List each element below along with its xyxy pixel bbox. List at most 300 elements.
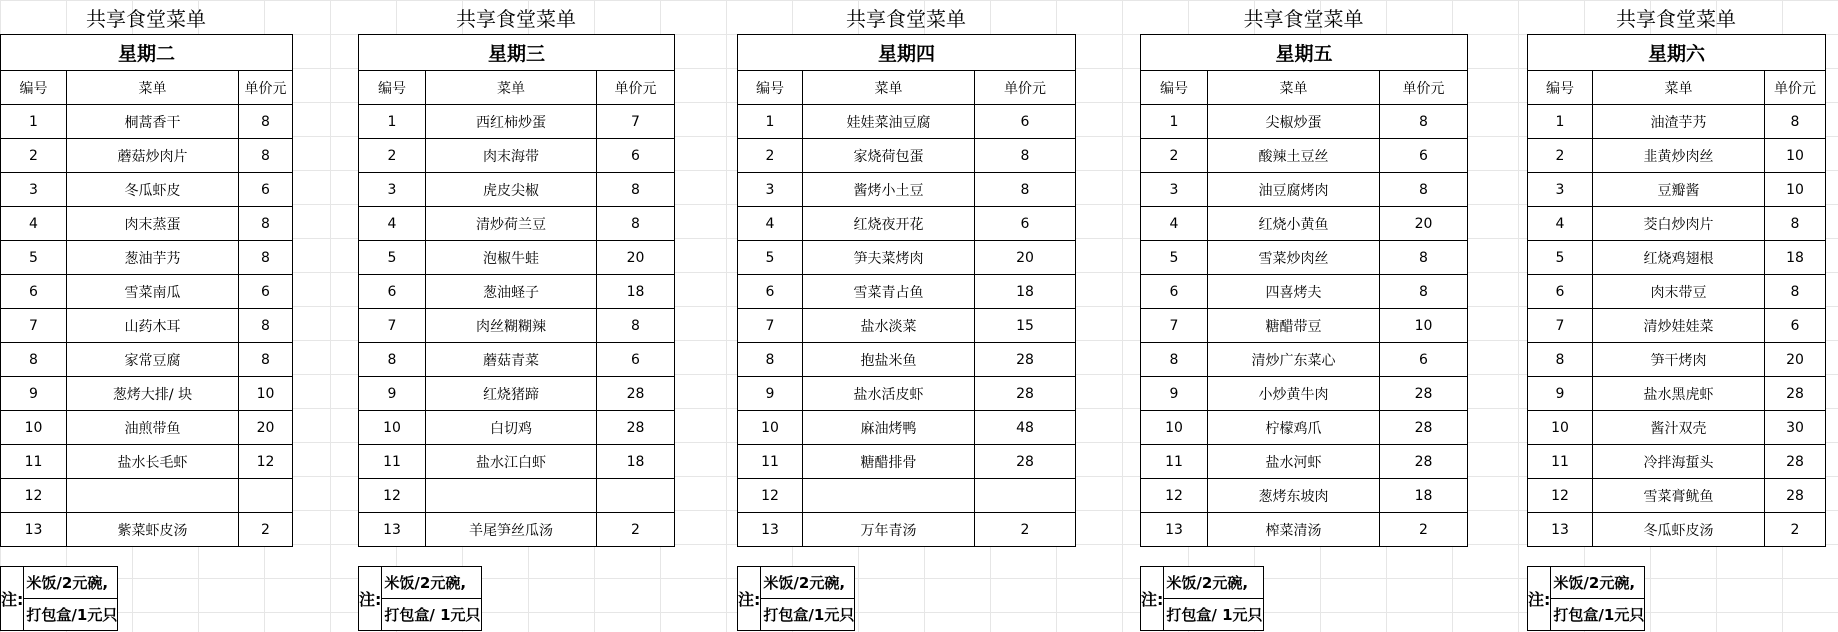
price-cell[interactable]: 30 [1765, 411, 1826, 445]
item-number-cell[interactable]: 7 [1141, 309, 1208, 343]
dish-name-cell[interactable]: 盐水江白虾 [426, 445, 597, 479]
menu-table [358, 34, 675, 547]
item-number-cell[interactable]: 12 [738, 479, 803, 513]
menu-row [1528, 241, 1826, 275]
dish-name-cell[interactable]: 盐水淡菜 [803, 309, 975, 343]
price-cell[interactable]: 15 [975, 309, 1076, 343]
price-cell[interactable]: 18 [975, 275, 1076, 309]
dish-name-cell[interactable]: 小炒黄牛肉 [1208, 377, 1380, 411]
weekday-cell[interactable]: 星期四 [738, 35, 1076, 71]
dish-name-cell[interactable]: 葱烤东坡肉 [1208, 479, 1380, 513]
note-rice-cell[interactable]: 米饭/2元碗, [1551, 567, 1645, 599]
dish-name-cell[interactable]: 家常豆腐 [67, 343, 239, 377]
dish-name-cell[interactable]: 雪菜南瓜 [67, 275, 239, 309]
item-number-cell[interactable]: 4 [1528, 207, 1593, 241]
header-row [1141, 71, 1468, 105]
note-label-cell[interactable]: 注: [1, 567, 24, 631]
dish-name-cell[interactable]: 羊尾笋丝瓜汤 [426, 513, 597, 547]
dish-name-cell[interactable]: 雪菜膏鱿鱼 [1593, 479, 1765, 513]
price-cell[interactable]: 28 [597, 377, 675, 411]
note-table [0, 566, 118, 631]
number-header-cell[interactable]: 编号 [359, 71, 426, 105]
dish-name-cell[interactable]: 冬瓜虾皮 [67, 173, 239, 207]
menu-row [1, 241, 293, 275]
menu-row [1528, 105, 1826, 139]
dish-name-cell[interactable]: 抱盐米鱼 [803, 343, 975, 377]
dish-header-cell[interactable]: 菜单 [803, 71, 975, 105]
item-number-cell[interactable]: 7 [1, 309, 67, 343]
header-row [1528, 71, 1826, 105]
item-number-cell[interactable]: 13 [1528, 513, 1593, 547]
dish-name-cell[interactable]: 麻油烤鸭 [803, 411, 975, 445]
weekday-cell[interactable]: 星期三 [359, 35, 675, 71]
menu-row [359, 309, 675, 343]
item-number-cell[interactable]: 4 [359, 207, 426, 241]
price-cell[interactable]: 8 [597, 207, 675, 241]
price-cell[interactable]: 6 [597, 343, 675, 377]
note-row [1141, 567, 1264, 599]
item-number-cell[interactable]: 5 [1, 241, 67, 275]
note-row [359, 567, 482, 599]
price-cell[interactable]: 2 [1380, 513, 1468, 547]
price-cell[interactable]: 8 [1380, 173, 1468, 207]
item-number-cell[interactable]: 8 [1528, 343, 1593, 377]
dish-header-cell[interactable]: 菜单 [1593, 71, 1765, 105]
price-cell[interactable]: 28 [975, 377, 1076, 411]
menu-row [1, 207, 293, 241]
price-cell[interactable]: 8 [975, 139, 1076, 173]
price-cell[interactable]: 8 [1765, 275, 1826, 309]
note-rice-cell[interactable]: 米饭/2元碗, [382, 567, 481, 599]
menu-row [1141, 513, 1468, 547]
price-cell[interactable]: 6 [1380, 343, 1468, 377]
dish-name-cell[interactable]: 糖醋排骨 [803, 445, 975, 479]
dish-name-cell[interactable]: 蘑菇炒肉片 [67, 139, 239, 173]
weekday-row [359, 35, 675, 71]
dish-name-cell[interactable]: 笋夫菜烤肉 [803, 241, 975, 275]
price-cell[interactable]: 2 [239, 513, 293, 547]
item-number-cell[interactable]: 11 [1, 445, 67, 479]
menu-row [359, 105, 675, 139]
price-cell[interactable]: 8 [597, 173, 675, 207]
note-rice-cell[interactable]: 米饭/2元碗, [24, 567, 118, 599]
price-cell[interactable]: 6 [975, 207, 1076, 241]
price-header-cell[interactable]: 单价元 [1765, 71, 1826, 105]
menu-row [359, 207, 675, 241]
menu-row [738, 105, 1076, 139]
number-header-cell[interactable]: 编号 [1528, 71, 1593, 105]
item-number-cell[interactable]: 1 [359, 105, 426, 139]
menu-row [359, 139, 675, 173]
item-number-cell[interactable]: 2 [1528, 139, 1593, 173]
menu-row [1, 513, 293, 547]
dish-name-cell[interactable]: 红烧小黄鱼 [1208, 207, 1380, 241]
price-cell[interactable]: 6 [597, 139, 675, 173]
item-number-cell[interactable]: 1 [1, 105, 67, 139]
menu-row [1141, 343, 1468, 377]
dish-name-cell[interactable] [803, 479, 975, 513]
note-row [1, 567, 118, 599]
price-header-cell[interactable]: 单价元 [1380, 71, 1468, 105]
item-number-cell[interactable]: 11 [1141, 445, 1208, 479]
dish-name-cell[interactable] [67, 479, 239, 513]
item-number-cell[interactable]: 5 [738, 241, 803, 275]
menu-row [1141, 309, 1468, 343]
item-number-cell[interactable]: 5 [1528, 241, 1593, 275]
dish-name-cell[interactable]: 白切鸡 [426, 411, 597, 445]
item-number-cell[interactable]: 13 [738, 513, 803, 547]
menu-row [1528, 513, 1826, 547]
item-number-cell[interactable]: 12 [1, 479, 67, 513]
item-number-cell[interactable]: 11 [738, 445, 803, 479]
note-label-cell[interactable]: 注: [1141, 567, 1164, 631]
price-cell[interactable]: 10 [1765, 173, 1826, 207]
note-label-cell[interactable]: 注: [738, 567, 761, 631]
menu-row [1, 411, 293, 445]
price-cell[interactable]: 8 [1765, 105, 1826, 139]
dish-name-cell[interactable]: 葱烤大排/ 块 [67, 377, 239, 411]
item-number-cell[interactable]: 6 [738, 275, 803, 309]
menu-table [0, 34, 293, 547]
item-number-cell[interactable]: 8 [1, 343, 67, 377]
menu-title: 共享食堂菜单 [86, 7, 206, 31]
price-cell[interactable]: 18 [1380, 479, 1468, 513]
dish-name-cell[interactable]: 韭黄炒肉丝 [1593, 139, 1765, 173]
price-header-cell[interactable]: 单价元 [239, 71, 293, 105]
note-rice-cell[interactable]: 米饭/2元碗, [1164, 567, 1263, 599]
price-cell[interactable]: 8 [1380, 241, 1468, 275]
menu-row [738, 479, 1076, 513]
dish-name-cell[interactable]: 虎皮尖椒 [426, 173, 597, 207]
price-cell[interactable]: 10 [239, 377, 293, 411]
item-number-cell[interactable]: 9 [738, 377, 803, 411]
menu-row [1, 479, 293, 513]
dish-name-cell[interactable]: 紫菜虾皮汤 [67, 513, 239, 547]
item-number-cell[interactable]: 3 [738, 173, 803, 207]
dish-name-cell[interactable]: 酸辣土豆丝 [1208, 139, 1380, 173]
menu-row [1528, 173, 1826, 207]
price-cell[interactable]: 28 [597, 411, 675, 445]
dish-name-cell[interactable]: 茭白炒肉片 [1593, 207, 1765, 241]
price-cell[interactable]: 28 [1380, 377, 1468, 411]
item-number-cell[interactable]: 13 [359, 513, 426, 547]
price-cell[interactable]: 8 [1380, 105, 1468, 139]
menu-row [1141, 241, 1468, 275]
price-cell[interactable]: 8 [239, 105, 293, 139]
note-table [1527, 566, 1645, 631]
dish-name-cell[interactable]: 尖椒炒蛋 [1208, 105, 1380, 139]
price-cell[interactable]: 28 [975, 343, 1076, 377]
dish-name-cell[interactable]: 桐蒿香干 [67, 105, 239, 139]
menu-row [1528, 445, 1826, 479]
price-cell[interactable]: 10 [1765, 139, 1826, 173]
price-cell[interactable]: 18 [597, 275, 675, 309]
price-cell[interactable]: 6 [975, 105, 1076, 139]
dish-name-cell[interactable]: 家烧荷包蛋 [803, 139, 975, 173]
menu-row [738, 139, 1076, 173]
price-header-cell[interactable]: 单价元 [975, 71, 1076, 105]
dish-name-cell[interactable]: 盐水长毛虾 [67, 445, 239, 479]
item-number-cell[interactable]: 9 [1528, 377, 1593, 411]
weekday-row [1528, 35, 1826, 71]
item-number-cell[interactable]: 4 [1141, 207, 1208, 241]
item-number-cell[interactable]: 10 [1, 411, 67, 445]
price-cell[interactable]: 18 [597, 445, 675, 479]
dish-name-cell[interactable]: 糖醋带豆 [1208, 309, 1380, 343]
menu-row [359, 275, 675, 309]
menu-row [1528, 377, 1826, 411]
dish-name-cell[interactable]: 山药木耳 [67, 309, 239, 343]
item-number-cell[interactable]: 3 [1141, 173, 1208, 207]
item-number-cell[interactable]: 13 [1141, 513, 1208, 547]
item-number-cell[interactable]: 1 [1528, 105, 1593, 139]
dish-name-cell[interactable]: 盐水黑虎虾 [1593, 377, 1765, 411]
dish-name-cell[interactable]: 清炒荷兰豆 [426, 207, 597, 241]
item-number-cell[interactable]: 5 [1141, 241, 1208, 275]
price-cell[interactable]: 20 [597, 241, 675, 275]
price-cell[interactable]: 6 [239, 173, 293, 207]
dish-name-cell[interactable]: 柠檬鸡爪 [1208, 411, 1380, 445]
item-number-cell[interactable]: 12 [359, 479, 426, 513]
menu-row [1141, 275, 1468, 309]
menu-row [1528, 275, 1826, 309]
price-cell[interactable] [975, 479, 1076, 513]
menu-row [1528, 139, 1826, 173]
item-number-cell[interactable]: 2 [1, 139, 67, 173]
dish-name-cell[interactable]: 葱油蛏子 [426, 275, 597, 309]
item-number-cell[interactable]: 1 [1141, 105, 1208, 139]
item-number-cell[interactable]: 3 [359, 173, 426, 207]
weekday-cell[interactable]: 星期六 [1528, 35, 1826, 71]
menu-row [359, 479, 675, 513]
item-number-cell[interactable]: 8 [359, 343, 426, 377]
price-cell[interactable]: 8 [597, 309, 675, 343]
item-number-cell[interactable]: 10 [1528, 411, 1593, 445]
note-table [358, 566, 482, 631]
dish-name-cell[interactable]: 泡椒牛蛙 [426, 241, 597, 275]
price-cell[interactable]: 28 [1380, 445, 1468, 479]
menu-row [738, 513, 1076, 547]
price-cell[interactable]: 6 [239, 275, 293, 309]
price-cell[interactable]: 28 [975, 445, 1076, 479]
dish-name-cell[interactable]: 雪菜青占鱼 [803, 275, 975, 309]
item-number-cell[interactable]: 6 [1528, 275, 1593, 309]
menu-row [1528, 309, 1826, 343]
item-number-cell[interactable]: 8 [1141, 343, 1208, 377]
price-cell[interactable]: 8 [239, 207, 293, 241]
item-number-cell[interactable]: 1 [738, 105, 803, 139]
note-row [1528, 567, 1645, 599]
price-cell[interactable]: 8 [239, 241, 293, 275]
item-number-cell[interactable]: 10 [359, 411, 426, 445]
item-number-cell[interactable]: 11 [1528, 445, 1593, 479]
price-cell[interactable]: 48 [975, 411, 1076, 445]
dish-name-cell[interactable]: 清炒娃娃菜 [1593, 309, 1765, 343]
item-number-cell[interactable]: 9 [1, 377, 67, 411]
item-number-cell[interactable]: 6 [359, 275, 426, 309]
menu-row [1141, 207, 1468, 241]
dish-name-cell[interactable]: 冷拌海蜇头 [1593, 445, 1765, 479]
note-label-cell[interactable]: 注: [1528, 567, 1551, 631]
price-cell[interactable]: 20 [239, 411, 293, 445]
dish-name-cell[interactable]: 盐水河虾 [1208, 445, 1380, 479]
item-number-cell[interactable]: 2 [359, 139, 426, 173]
price-cell[interactable]: 7 [597, 105, 675, 139]
item-number-cell[interactable]: 10 [738, 411, 803, 445]
menu-row [1, 309, 293, 343]
weekday-cell[interactable]: 星期五 [1141, 35, 1468, 71]
dish-name-cell[interactable]: 万年青汤 [803, 513, 975, 547]
menu-row [738, 377, 1076, 411]
note-box-cell[interactable]: 打包盒/1元只 [24, 599, 118, 631]
price-cell[interactable]: 20 [1765, 343, 1826, 377]
price-cell[interactable]: 6 [1765, 309, 1826, 343]
price-cell[interactable] [239, 479, 293, 513]
dish-header-cell[interactable]: 菜单 [426, 71, 597, 105]
price-cell[interactable] [597, 479, 675, 513]
item-number-cell[interactable]: 9 [1141, 377, 1208, 411]
dish-header-cell[interactable]: 菜单 [67, 71, 239, 105]
item-number-cell[interactable]: 12 [1528, 479, 1593, 513]
item-number-cell[interactable]: 9 [359, 377, 426, 411]
menu-title: 共享食堂菜单 [1616, 7, 1736, 31]
price-cell[interactable]: 6 [1380, 139, 1468, 173]
dish-name-cell[interactable]: 四喜烤夫 [1208, 275, 1380, 309]
dish-name-cell[interactable]: 肉末蒸蛋 [67, 207, 239, 241]
dish-name-cell[interactable]: 肉丝糊糊辣 [426, 309, 597, 343]
menu-row [738, 241, 1076, 275]
menu-row [1, 173, 293, 207]
note-rice-cell[interactable]: 米饭/2元碗, [761, 567, 855, 599]
item-number-cell[interactable]: 2 [1141, 139, 1208, 173]
weekday-cell[interactable]: 星期二 [1, 35, 293, 71]
price-cell[interactable]: 28 [1765, 445, 1826, 479]
price-cell[interactable]: 28 [1765, 479, 1826, 513]
item-number-cell[interactable]: 3 [1, 173, 67, 207]
price-cell[interactable]: 8 [975, 173, 1076, 207]
price-cell[interactable]: 28 [1380, 411, 1468, 445]
dish-name-cell[interactable]: 肉末带豆 [1593, 275, 1765, 309]
item-number-cell[interactable]: 13 [1, 513, 67, 547]
menu-row [738, 343, 1076, 377]
price-cell[interactable]: 28 [1765, 377, 1826, 411]
number-header-cell[interactable]: 编号 [738, 71, 803, 105]
price-cell[interactable]: 8 [1765, 207, 1826, 241]
dish-name-cell[interactable]: 笋干烤肉 [1593, 343, 1765, 377]
menu-row [1528, 479, 1826, 513]
item-number-cell[interactable]: 8 [738, 343, 803, 377]
price-cell[interactable]: 8 [239, 343, 293, 377]
price-cell[interactable]: 8 [239, 309, 293, 343]
item-number-cell[interactable]: 4 [1, 207, 67, 241]
note-table [737, 566, 855, 631]
note-box-cell[interactable]: 打包盒/1元只 [761, 599, 855, 631]
dish-name-cell[interactable]: 油豆腐烤肉 [1208, 173, 1380, 207]
note-row [738, 567, 855, 599]
item-number-cell[interactable]: 6 [1141, 275, 1208, 309]
item-number-cell[interactable]: 7 [359, 309, 426, 343]
menu-row [359, 445, 675, 479]
price-cell[interactable]: 8 [239, 139, 293, 173]
dish-name-cell[interactable]: 油渣芋艿 [1593, 105, 1765, 139]
dish-name-cell[interactable]: 红烧鸡翅根 [1593, 241, 1765, 275]
item-number-cell[interactable]: 4 [738, 207, 803, 241]
menu-title: 共享食堂菜单 [456, 7, 576, 31]
dish-header-cell[interactable]: 菜单 [1208, 71, 1380, 105]
dish-name-cell[interactable]: 雪菜炒肉丝 [1208, 241, 1380, 275]
weekday-row [1141, 35, 1468, 71]
menu-row [1141, 479, 1468, 513]
menu-title: 共享食堂菜单 [1243, 7, 1364, 31]
price-cell[interactable]: 18 [1765, 241, 1826, 275]
number-header-cell[interactable]: 编号 [1, 71, 67, 105]
item-number-cell[interactable]: 11 [359, 445, 426, 479]
item-number-cell[interactable]: 2 [738, 139, 803, 173]
note-box-cell[interactable]: 打包盒/ 1元只 [1164, 599, 1263, 631]
item-number-cell[interactable]: 5 [359, 241, 426, 275]
price-header-cell[interactable]: 单价元 [597, 71, 675, 105]
price-cell[interactable]: 10 [1380, 309, 1468, 343]
menu-row [1, 343, 293, 377]
menu-row [1, 377, 293, 411]
menu-row [1141, 173, 1468, 207]
header-row [1, 71, 293, 105]
dish-name-cell[interactable]: 红烧夜开花 [803, 207, 975, 241]
price-cell[interactable]: 2 [975, 513, 1076, 547]
menu-row [359, 173, 675, 207]
price-cell[interactable]: 20 [1380, 207, 1468, 241]
dish-name-cell[interactable] [426, 479, 597, 513]
weekday-row [738, 35, 1076, 71]
item-number-cell[interactable]: 7 [1528, 309, 1593, 343]
dish-name-cell[interactable]: 酱汁双壳 [1593, 411, 1765, 445]
price-cell[interactable]: 2 [1765, 513, 1826, 547]
menu-table [1527, 34, 1826, 547]
dish-name-cell[interactable]: 清炒广东菜心 [1208, 343, 1380, 377]
price-cell[interactable]: 8 [1380, 275, 1468, 309]
number-header-cell[interactable]: 编号 [1141, 71, 1208, 105]
header-row [359, 71, 675, 105]
note-box-cell[interactable]: 打包盒/ 1元只 [382, 599, 481, 631]
price-cell[interactable]: 12 [239, 445, 293, 479]
header-row [738, 71, 1076, 105]
dish-name-cell[interactable]: 酱烤小土豆 [803, 173, 975, 207]
dish-name-cell[interactable]: 豆瓣酱 [1593, 173, 1765, 207]
menu-row [738, 207, 1076, 241]
note-box-cell[interactable]: 打包盒/1元只 [1551, 599, 1645, 631]
dish-name-cell[interactable]: 油煎带鱼 [67, 411, 239, 445]
item-number-cell[interactable]: 10 [1141, 411, 1208, 445]
dish-name-cell[interactable]: 葱油芋艿 [67, 241, 239, 275]
menu-row [738, 445, 1076, 479]
dish-name-cell[interactable]: 蘑菇青菜 [426, 343, 597, 377]
dish-name-cell[interactable]: 榨菜清汤 [1208, 513, 1380, 547]
menu-row [1, 139, 293, 173]
price-cell[interactable]: 20 [975, 241, 1076, 275]
note-label-cell[interactable]: 注: [359, 567, 382, 631]
dish-name-cell[interactable]: 西红柿炒蛋 [426, 105, 597, 139]
dish-name-cell[interactable]: 盐水活皮虾 [803, 377, 975, 411]
item-number-cell[interactable]: 3 [1528, 173, 1593, 207]
dish-name-cell[interactable]: 肉末海带 [426, 139, 597, 173]
dish-name-cell[interactable]: 冬瓜虾皮汤 [1593, 513, 1765, 547]
item-number-cell[interactable]: 7 [738, 309, 803, 343]
price-cell[interactable]: 2 [597, 513, 675, 547]
item-number-cell[interactable]: 6 [1, 275, 67, 309]
item-number-cell[interactable]: 12 [1141, 479, 1208, 513]
dish-name-cell[interactable]: 红烧猪蹄 [426, 377, 597, 411]
dish-name-cell[interactable]: 娃娃菜油豆腐 [803, 105, 975, 139]
